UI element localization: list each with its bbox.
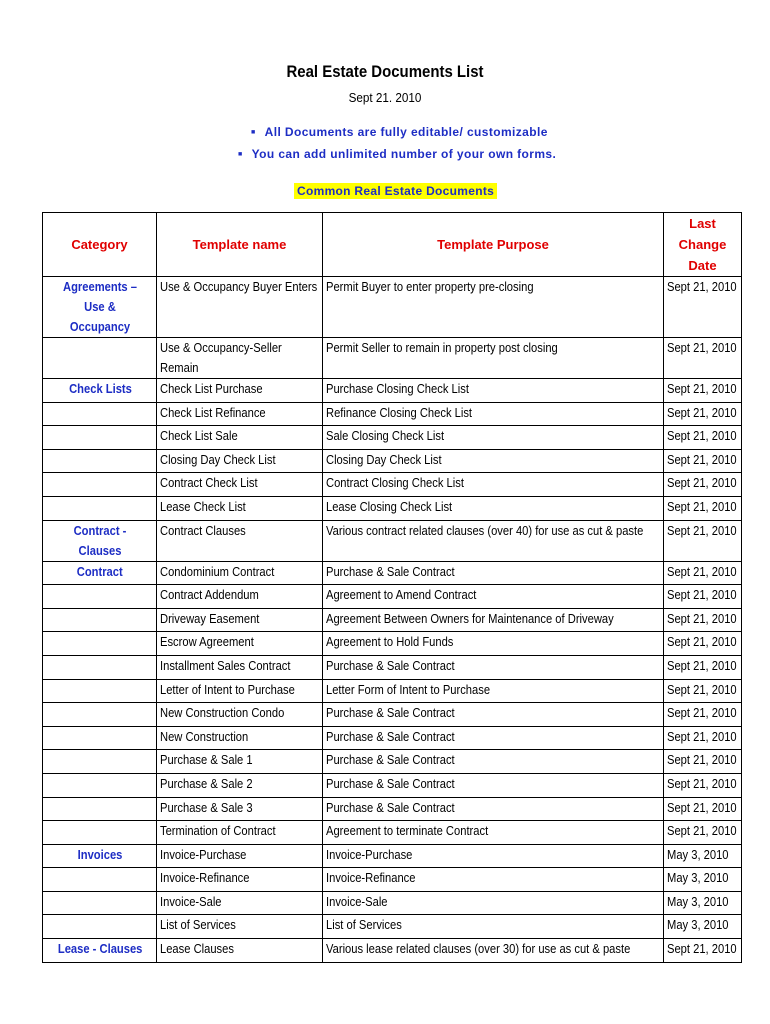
note-item (238, 147, 556, 161)
last-change-date-text: May 3, 2010 (667, 893, 729, 909)
template-purpose-cell (323, 726, 664, 750)
template-purpose-text: Purchase Closing Check List (326, 381, 469, 396)
template-purpose-text: Agreement to terminate Contract (326, 823, 489, 839)
template-name-cell (157, 868, 323, 892)
last-change-date-text: Sept 21, 2010 (667, 404, 737, 420)
template-purpose-cell (323, 844, 664, 868)
category-cell (43, 426, 157, 450)
template-name-cell (157, 797, 323, 821)
template-name-cell (157, 379, 323, 403)
category-cell (43, 703, 157, 727)
template-name-text: List of Services (160, 917, 236, 933)
table-row (43, 915, 742, 939)
category-cell (43, 891, 157, 915)
category-cell (43, 449, 157, 473)
bullet-icon: ■ (238, 151, 243, 158)
template-name-cell (157, 655, 323, 679)
template-purpose-cell (323, 449, 664, 473)
template-name-text: Driveway Easement (160, 610, 260, 626)
last-change-date-cell (664, 277, 742, 338)
table-row (43, 655, 742, 679)
template-name-cell (157, 449, 323, 473)
last-change-date-text: Sept 21, 2010 (667, 498, 737, 514)
template-purpose-cell (323, 520, 664, 561)
last-change-date-cell (664, 891, 742, 915)
template-name-cell (157, 520, 323, 561)
template-purpose-text: Various contract related clauses (over 40) for use as cut & paste (326, 522, 644, 538)
table-row (43, 703, 742, 727)
category-cell (43, 655, 157, 679)
last-change-date-cell (664, 821, 742, 845)
category-cell (43, 338, 157, 379)
last-change-date-text: Sept 21, 2010 (667, 381, 737, 396)
template-purpose-cell (323, 379, 664, 403)
template-purpose-cell (323, 939, 664, 963)
last-change-date-cell (664, 496, 742, 520)
template-name-cell (157, 608, 323, 632)
table-row (43, 844, 742, 868)
category-cell (43, 496, 157, 520)
template-name-cell (157, 277, 323, 338)
template-name-cell (157, 426, 323, 450)
table-row (43, 773, 742, 797)
template-name-text: Termination of Contract (160, 823, 276, 839)
template-name-cell (157, 679, 323, 703)
template-name-text: Closing Day Check List (160, 451, 276, 467)
template-purpose-text: Closing Day Check List (326, 451, 442, 467)
template-name-cell (157, 561, 323, 585)
template-purpose-cell (323, 277, 664, 338)
template-name-cell (157, 726, 323, 750)
last-change-date-text: Sept 21, 2010 (667, 941, 737, 957)
template-name-text: Contract Clauses (160, 522, 246, 538)
table-row (43, 402, 742, 426)
category-cell (43, 797, 157, 821)
last-change-date-cell (664, 449, 742, 473)
category-cell (43, 821, 157, 845)
table-row (43, 277, 742, 338)
last-change-date-cell (664, 608, 742, 632)
last-change-date-cell (664, 520, 742, 561)
template-name-cell (157, 703, 323, 727)
last-change-date-text: Sept 21, 2010 (667, 657, 737, 673)
template-purpose-cell (323, 797, 664, 821)
template-name-text: Use & Occupancy Buyer Enters (160, 279, 318, 294)
category-cell (43, 379, 157, 403)
last-change-date-cell (664, 655, 742, 679)
table-row (43, 426, 742, 450)
table-row (43, 585, 742, 609)
header-last-change-date: Last Change Date (664, 213, 742, 277)
table-row (43, 821, 742, 845)
table-header-row (43, 213, 742, 277)
table-row (43, 891, 742, 915)
template-purpose-text: Purchase & Sale Contract (326, 752, 455, 768)
last-change-date-text: Sept 21, 2010 (667, 451, 737, 467)
template-purpose-cell (323, 655, 664, 679)
last-change-date-cell (664, 338, 742, 379)
last-change-date-text: Sept 21, 2010 (667, 563, 737, 579)
template-purpose-text: Permit Seller to remain in property post closing (326, 340, 558, 355)
template-purpose-text: Purchase & Sale Contract (326, 705, 455, 721)
category-cell (43, 520, 157, 561)
last-change-date-text: Sept 21, 2010 (667, 728, 737, 744)
template-name-text: Invoice-Purchase (160, 846, 247, 862)
template-purpose-cell (323, 679, 664, 703)
template-purpose-text: Invoice-Purchase (326, 846, 413, 862)
category-cell (43, 915, 157, 939)
template-purpose-text: Purchase & Sale Contract (326, 775, 455, 791)
bullet-icon: ■ (251, 129, 256, 136)
template-name-cell (157, 496, 323, 520)
last-change-date-cell (664, 750, 742, 774)
last-change-date-text: May 3, 2010 (667, 917, 729, 933)
last-change-date-cell (664, 473, 742, 497)
template-purpose-cell (323, 426, 664, 450)
last-change-date-text: Sept 21, 2010 (667, 634, 737, 650)
template-name-text: Condominium Contract (160, 563, 275, 579)
table-row (43, 679, 742, 703)
template-name-cell (157, 750, 323, 774)
table-row (43, 379, 742, 403)
template-name-text: Escrow Agreement (160, 634, 254, 650)
template-purpose-cell (323, 402, 664, 426)
template-purpose-cell (323, 868, 664, 892)
last-change-date-text: Sept 21, 2010 (667, 705, 737, 721)
header-template-purpose: Template Purpose (323, 213, 664, 277)
category-cell (43, 939, 157, 963)
last-change-date-cell (664, 703, 742, 727)
category-cell (43, 277, 157, 338)
template-name-text: New Construction (160, 728, 249, 744)
template-purpose-text: List of Services (326, 917, 402, 933)
last-change-date-text: May 3, 2010 (667, 870, 729, 886)
template-name-text: Check List Sale (160, 428, 238, 444)
template-name-text: Check List Refinance (160, 404, 266, 420)
last-change-date-cell (664, 939, 742, 963)
template-name-text: Purchase & Sale 1 (160, 752, 253, 768)
template-purpose-text: Purchase & Sale Contract (326, 728, 455, 744)
last-change-date-cell (664, 679, 742, 703)
table-row (43, 797, 742, 821)
template-name-text: New Construction Condo (160, 705, 285, 721)
template-name-text: Lease Clauses (160, 941, 234, 957)
last-change-date-cell (664, 726, 742, 750)
template-purpose-cell (323, 473, 664, 497)
template-name-text: Contract Check List (160, 475, 258, 491)
last-change-date-text: Sept 21, 2010 (667, 799, 737, 815)
last-change-date-cell (664, 426, 742, 450)
template-name-cell (157, 338, 323, 379)
last-change-date-text: Sept 21, 2010 (667, 681, 737, 697)
template-purpose-text: Refinance Closing Check List (326, 404, 473, 420)
last-change-date-text: Sept 21, 2010 (667, 823, 737, 839)
template-name-cell (157, 891, 323, 915)
category-cell (43, 726, 157, 750)
template-name-text: Installment Sales Contract (160, 657, 291, 673)
last-change-date-cell (664, 915, 742, 939)
template-purpose-text: Agreement Between Owners for Maintenance of Driveway (326, 610, 614, 626)
category-cell (43, 561, 157, 585)
table-row (43, 632, 742, 656)
template-name-text: Purchase & Sale 3 (160, 799, 253, 815)
template-purpose-cell (323, 821, 664, 845)
template-name-text: Use & Occupancy-Seller Remain (160, 340, 282, 375)
template-purpose-cell (323, 585, 664, 609)
last-change-date-cell (664, 632, 742, 656)
last-change-date-text: Sept 21, 2010 (667, 752, 737, 768)
template-name-cell (157, 402, 323, 426)
last-change-date-cell (664, 585, 742, 609)
table-row (43, 750, 742, 774)
last-change-date-text: Sept 21, 2010 (667, 610, 737, 626)
category-cell (43, 608, 157, 632)
last-change-date-text: Sept 21, 2010 (667, 775, 737, 791)
table-row (43, 473, 742, 497)
template-name-text: Lease Check List (160, 498, 246, 514)
template-purpose-text: Agreement to Hold Funds (326, 634, 454, 650)
template-purpose-text: Invoice-Sale (326, 893, 388, 909)
template-name-cell (157, 473, 323, 497)
template-purpose-cell (323, 750, 664, 774)
template-name-text: Invoice-Refinance (160, 870, 250, 886)
template-purpose-text: Sale Closing Check List (326, 428, 445, 444)
last-change-date-text: Sept 21, 2010 (667, 522, 737, 538)
template-name-cell (157, 939, 323, 963)
category-cell (43, 868, 157, 892)
template-purpose-text: Various lease related clauses (over 30) for use as cut & paste (326, 941, 631, 957)
template-name-cell (157, 844, 323, 868)
template-purpose-text: Permit Buyer to enter property pre-closing (326, 279, 534, 294)
table-row (43, 608, 742, 632)
last-change-date-text: Sept 21, 2010 (667, 428, 737, 444)
category-text: Invoices (77, 846, 123, 862)
document-date: Sept 21. 2010 (348, 90, 422, 105)
template-name-cell (157, 773, 323, 797)
template-name-text: Contract Addendum (160, 587, 259, 603)
category-text: Contract (77, 563, 123, 579)
table-row (43, 561, 742, 585)
header-category: Category (43, 213, 157, 277)
category-cell (43, 844, 157, 868)
last-change-date-cell (664, 773, 742, 797)
category-cell (43, 585, 157, 609)
last-change-date-text: Sept 21, 2010 (667, 279, 737, 294)
template-purpose-text: Purchase & Sale Contract (326, 563, 455, 579)
table-row (43, 939, 742, 963)
template-purpose-cell (323, 773, 664, 797)
category-text: Agreements – Use & Occupancy (63, 279, 137, 334)
header-template-name: Template name (157, 213, 323, 277)
last-change-date-cell (664, 402, 742, 426)
category-text: Lease - Clauses (57, 941, 143, 957)
table-row (43, 496, 742, 520)
note-text: You can add unlimited number of your own forms. (251, 147, 557, 161)
table-row (43, 338, 742, 379)
category-cell (43, 632, 157, 656)
template-purpose-text: Invoice-Refinance (326, 870, 416, 886)
category-text: Check Lists (68, 381, 132, 396)
template-name-text: Invoice-Sale (160, 893, 222, 909)
last-change-date-cell (664, 561, 742, 585)
category-text: Contract - Clauses (73, 522, 127, 558)
category-cell (43, 473, 157, 497)
template-purpose-cell (323, 632, 664, 656)
note-text: All Documents are fully editable/ customizable (264, 125, 548, 139)
template-name-text: Check List Purchase (160, 381, 263, 396)
documents-table (42, 212, 742, 963)
template-purpose-text: Letter Form of Intent to Purchase (326, 681, 491, 697)
last-change-date-text: Sept 21, 2010 (667, 587, 737, 603)
template-name-cell (157, 915, 323, 939)
last-change-date-cell (664, 844, 742, 868)
template-purpose-cell (323, 915, 664, 939)
template-purpose-cell (323, 338, 664, 379)
template-purpose-text: Contract Closing Check List (326, 475, 464, 491)
template-purpose-text: Lease Closing Check List (326, 498, 453, 514)
template-name-cell (157, 585, 323, 609)
table-row (43, 449, 742, 473)
table-row (43, 726, 742, 750)
template-name-cell (157, 632, 323, 656)
table-row (43, 868, 742, 892)
template-purpose-cell (323, 496, 664, 520)
last-change-date-cell (664, 868, 742, 892)
template-name-cell (157, 821, 323, 845)
category-cell (43, 679, 157, 703)
template-purpose-text: Purchase & Sale Contract (326, 657, 455, 673)
category-cell (43, 750, 157, 774)
template-name-text: Letter of Intent to Purchase (160, 681, 295, 697)
last-change-date-text: May 3, 2010 (667, 846, 729, 862)
template-purpose-text: Agreement to Amend Contract (326, 587, 477, 603)
section-heading: Common Real Estate Documents (294, 183, 497, 199)
category-cell (43, 402, 157, 426)
template-name-text: Purchase & Sale 2 (160, 775, 253, 791)
last-change-date-text: Sept 21, 2010 (667, 340, 737, 355)
last-change-date-cell (664, 379, 742, 403)
last-change-date-cell (664, 797, 742, 821)
template-purpose-text: Purchase & Sale Contract (326, 799, 455, 815)
template-purpose-cell (323, 561, 664, 585)
last-change-date-text: Sept 21, 2010 (667, 475, 737, 491)
page-title: Real Estate Documents List (286, 62, 484, 81)
category-cell (43, 773, 157, 797)
table-row (43, 520, 742, 561)
note-item (251, 125, 548, 139)
template-purpose-cell (323, 608, 664, 632)
template-purpose-cell (323, 703, 664, 727)
template-purpose-cell (323, 891, 664, 915)
